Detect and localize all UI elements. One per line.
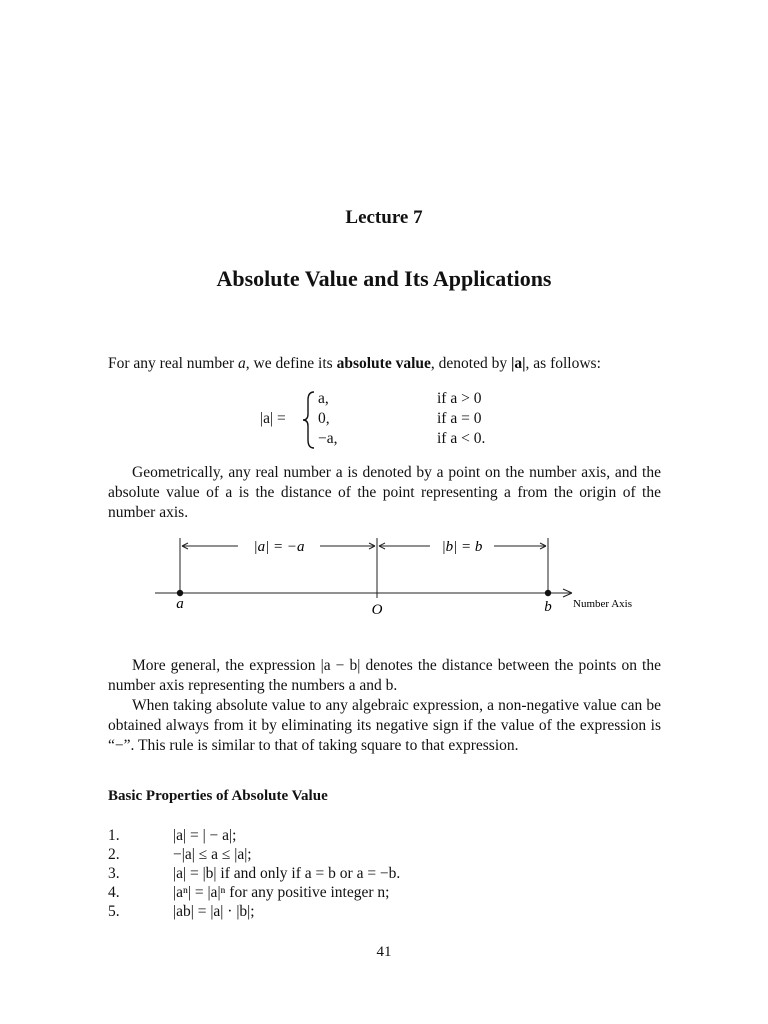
case-value-3: −a, [318,430,338,447]
list-item [108,902,668,921]
list-item-text: −|a| ≤ a ≤ |a|; [173,846,252,863]
intro-paragraph [108,354,661,374]
general-paragraph-1: More general, the expression |a − b| denotes the distance between the points on the number axis representing the numbers a and b. [108,657,661,694]
definition-lhs: |a| = [260,410,286,427]
list-item-text: |a| = |b| if and only if a = b or a = −b. [173,865,401,882]
general-section [108,656,661,756]
point-b-dot [545,590,551,596]
number-axis-diagram [140,530,660,625]
list-item-number: 3. [108,865,120,882]
list-item-number: 5. [108,903,120,920]
general-paragraph-2: When taking absolute value to any algebraic expression, a non-negative value can be obtained always from it by eliminating its negative sign if the value of the expression is “−”. This rule is similar to that of taking square to that expression. [108,697,661,754]
intro-bold-term: absolute value [336,355,431,372]
point-b-label: b [544,599,552,615]
list-item-text: |a| = | − a|; [173,827,237,844]
list-item [108,883,668,902]
lecture-number: Lecture 7 [345,207,423,228]
intro-text-2: , we define its [245,355,337,372]
left-brace-icon [302,390,316,450]
point-a-label: a [176,596,184,612]
page-title: Absolute Value and Its Applications [216,266,552,291]
list-item-text: |ab| = |a| · |b|; [173,903,255,920]
distance-label-a: |a| = −a [253,539,305,555]
geometric-paragraph: Geometrically, any real number a is denoted by a point on the number axis, and the absolute value of a is the distance of the point representing a from the origin of the number axis. [108,464,661,521]
list-item-number: 2. [108,846,120,863]
case-value-1: a, [318,390,329,407]
piecewise-definition [260,390,520,450]
intro-variable: a [238,355,246,372]
intro-text-3: , denoted by [430,355,511,372]
list-item-number: 1. [108,827,120,844]
distance-label-b: |b| = b [441,539,483,555]
list-item [108,845,668,864]
intro-text-4: , as follows: [525,355,601,372]
list-item [108,864,668,883]
intro-notation: |a| [510,355,526,372]
page-number: 41 [376,944,392,960]
case-value-2: 0, [318,410,330,427]
case-condition-1: if a > 0 [437,390,482,407]
case-condition-2: if a = 0 [437,410,482,427]
intro-text-1: For any real number [108,355,238,372]
list-item [108,826,668,845]
point-o-label: O [371,602,383,618]
section-heading: Basic Properties of Absolute Value [108,788,328,804]
list-item-text: |aⁿ| = |a|ⁿ for any positive integer n; [173,884,390,901]
axis-label: Number Axis [573,598,632,610]
properties-list [108,826,668,921]
case-condition-3: if a < 0. [437,430,486,447]
list-item-number: 4. [108,884,120,901]
